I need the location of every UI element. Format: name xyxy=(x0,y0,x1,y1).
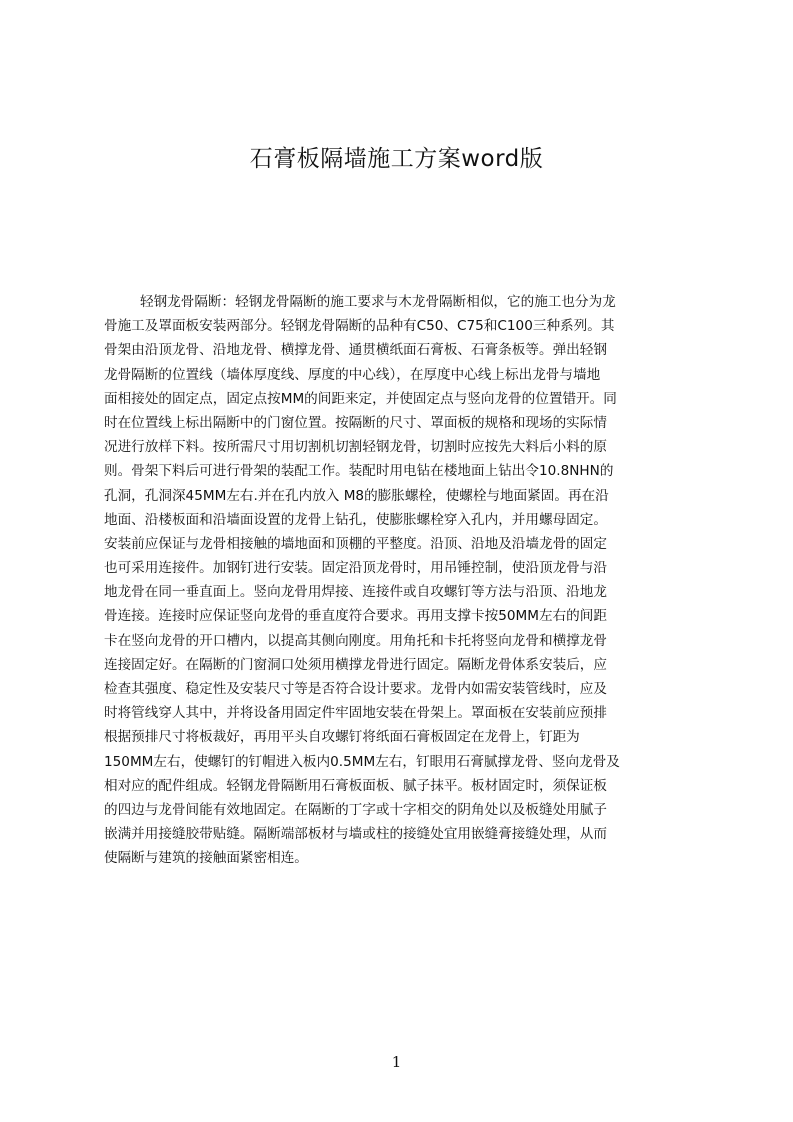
paragraph-line: 地面、沿楼板面和沿墙面设置的龙骨上钻孔，使膨胀螺栓穿入孔内，并用螺母固定。 xyxy=(104,511,607,528)
paragraph-line: 骨施工及罩面板安装两部分。轻钢龙骨隔断的品种有C50、C75和C100三种系列。其 xyxy=(104,318,615,335)
paragraph-line: 轻钢龙骨隔断：轻钢龙骨隔断的施工要求与木龙骨隔断相似，它的施工也分为龙 xyxy=(140,294,616,310)
paragraph-line: 的四边与龙骨间能有效地固定。在隔断的丁字或十字相交的阴角处以及板缝处用腻子 xyxy=(104,801,607,818)
body-paragraph xyxy=(104,290,698,871)
paragraph-line: 时在位置线上标出隔断中的门窗位置。按隔断的尺寸、罩面板的规格和现场的实际情 xyxy=(104,414,607,431)
paragraph-line: 骨架由沿顶龙骨、沿地龙骨、横撑龙骨、通贯横纸面石膏板、石膏条板等。弹出轻钢 xyxy=(104,342,607,359)
paragraph-line: 根据预排尺寸将板裁好，再用平头自攻螺钉将纸面石膏板固定在龙骨上，钉距为 xyxy=(104,729,580,746)
paragraph-line: 安装前应保证与龙骨相接触的墙地面和顶棚的平整度。沿顶、沿地及沿墙龙骨的固定 xyxy=(104,535,607,552)
paragraph-line: 相对应的配件组成。轻钢龙骨隔断用石膏板面板、腻子抹平。板材固定时，须保证板 xyxy=(104,777,607,794)
paragraph-line: 卡在竖向龙骨的开口槽内，以提高其侧向刚度。用角托和卡托将竖向龙骨和横撑龙骨 xyxy=(104,632,607,649)
paragraph-line: 也可采用连接件。加钢钉进行安装。固定沿顶龙骨时，用吊锤控制，使沿顶龙骨与沿 xyxy=(104,560,607,577)
paragraph-line: 使隔断与建筑的接触面紧密相连。 xyxy=(104,850,308,867)
paragraph-line: 况进行放样下料。按所需尺寸用切割机切割轻钢龙骨，切割时应按先大料后小料的原 xyxy=(104,439,607,456)
paragraph-line: 龙骨隔断的位置线（墙体厚度线、厚度的中心线），在厚度中心线上标出龙骨与墙地 xyxy=(104,366,601,383)
paragraph-line: 连接固定好。在隔断的门窗洞口处须用横撑龙骨进行固定。隔断龙骨体系安装后，应 xyxy=(104,656,607,673)
paragraph-line: 嵌满并用接缝胶带贴缝。隔断端部板材与墙或柱的接缝处宜用嵌缝膏接缝处理，从而 xyxy=(104,826,607,843)
paragraph-line: 面相接处的固定点，固定点按MM的间距来定，并使固定点与竖向龙骨的位置错开。同 xyxy=(104,390,617,407)
paragraph-line: 孔洞，孔洞深45MM左右.并在孔内放入 M8的膨胀螺栓，使螺栓与地面紧固。再在沿 xyxy=(104,487,609,504)
document-title: 石膏板隔墙施工方案word版 xyxy=(249,146,544,172)
paragraph-line: 时将管线穿人其中，并将设备用固定件牢固地安装在骨架上。罩面板在安装前应预排 xyxy=(104,705,607,722)
paragraph-line: 150MM左右，使螺钉的钉帽进入板内0.5MM左右，钉眼用石膏腻撑龙骨、竖向龙骨及 xyxy=(104,753,620,770)
paragraph-line: 检查其强度、稳定性及安装尺寸等是否符合设计要求。龙骨内如需安装管线时，应及 xyxy=(104,681,607,697)
paragraph-line: 地龙骨在同一垂直面上。竖向龙骨用焊接、连接件或自攻螺钉等方法与沿顶、沿地龙 xyxy=(104,584,607,601)
paragraph-line: 骨连接。连接时应保证竖向龙骨的垂直度符合要求。再用支撑卡按50MM左右的间距 xyxy=(104,608,607,625)
paragraph-line: 则。骨架下料后可进行骨架的装配工作。装配时用电钻在楼地面上钻出令10.8NHN的 xyxy=(104,463,614,480)
page-number: 1 xyxy=(391,1053,402,1071)
